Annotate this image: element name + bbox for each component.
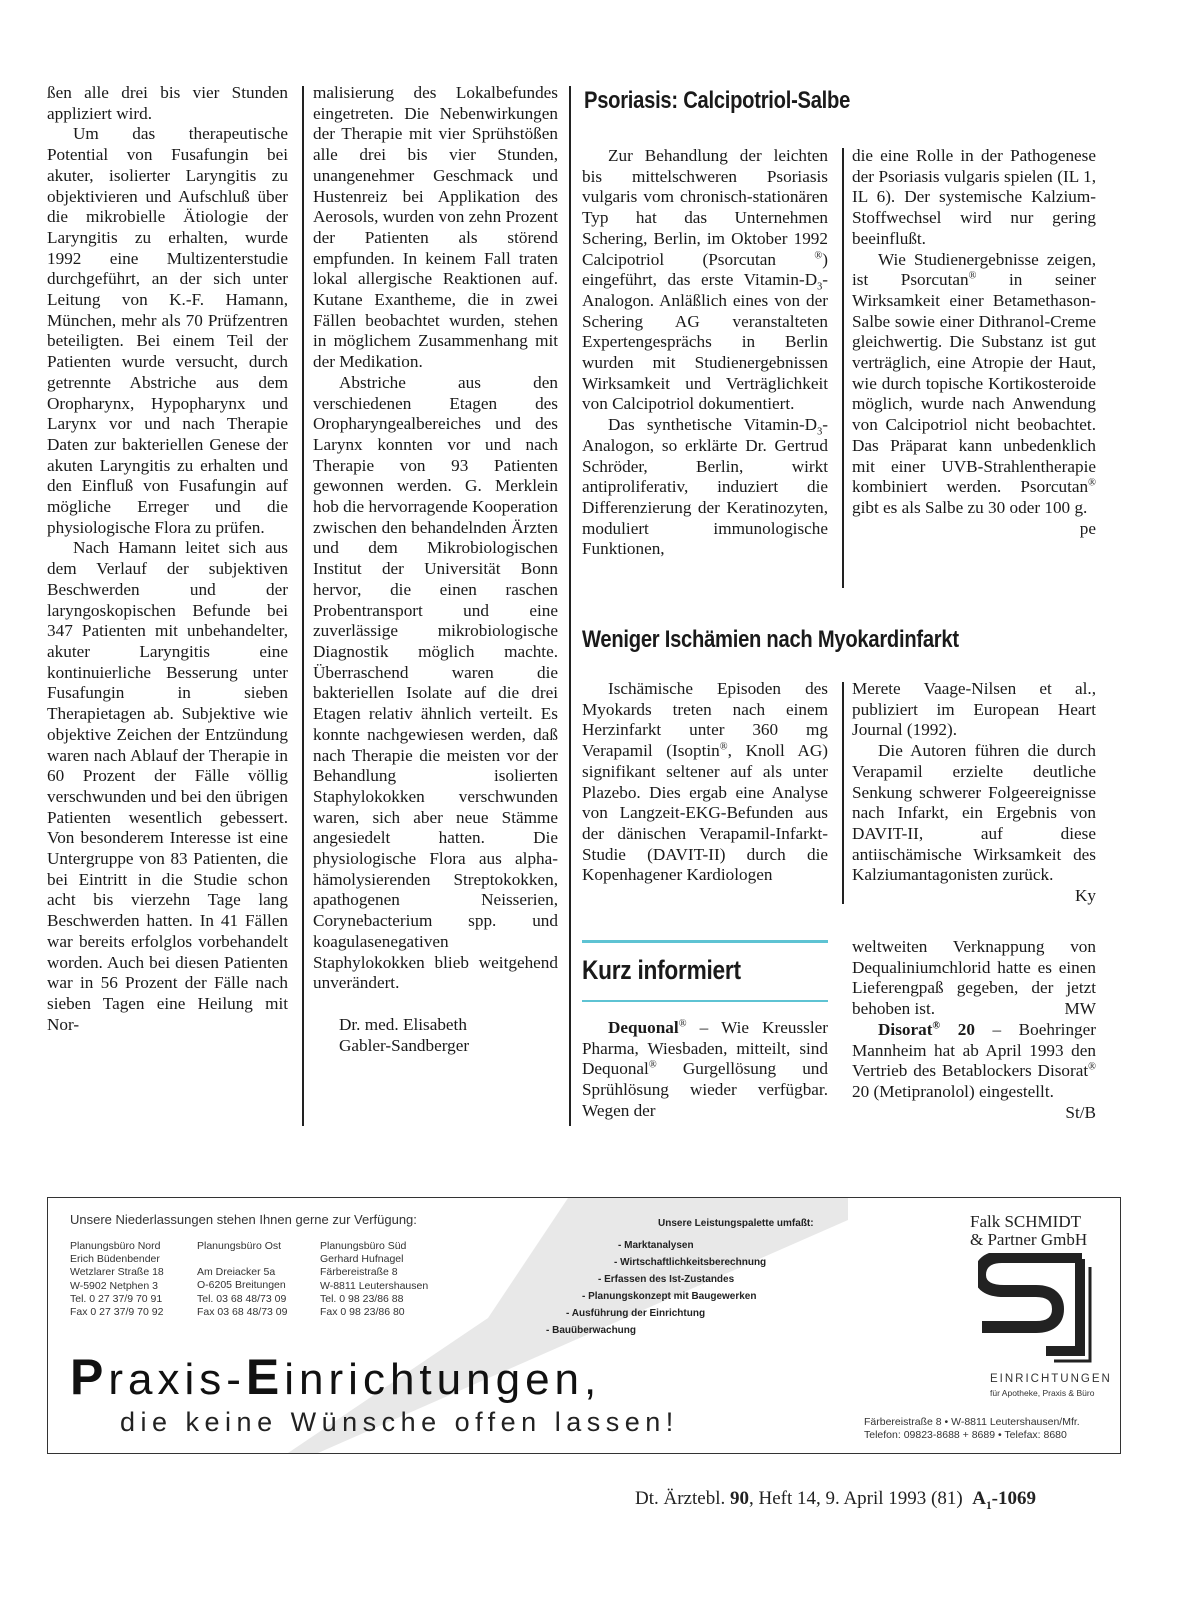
firm-name-line: Falk SCHMIDT (970, 1212, 1081, 1231)
headline-initial: E (245, 1349, 285, 1405)
text: Das synthetische Vitamin-D (608, 415, 818, 435)
services-heading: Unsere Leistungspalette umfaßt: (658, 1218, 814, 1229)
paragraph (582, 679, 828, 886)
service-item: - Erfassen des Ist-Zustandes (598, 1274, 735, 1285)
column-rule (569, 86, 571, 1126)
page-footer (635, 1488, 1036, 1510)
paragraph (852, 937, 1096, 1020)
paragraph (852, 1019, 1097, 1122)
office-line: Tel. 03 68 48/73 09 (197, 1292, 287, 1305)
office-ost (197, 1240, 288, 1319)
volume: 90 (729, 1488, 749, 1509)
article-headline: Psoriasis: Calcipotriol-Salbe (584, 87, 851, 114)
text: , Knoll AG) signifikant seltener auf als unter Plazebo. Dies ergab eine Analyse von Langzeit-EKG-Befunden aus der dänischen Verapamil-Infarkt-Studie (DAVIT-II) durch die Kopenhagener Kardiologen (582, 741, 828, 885)
office-line: Planungsbüro Ost (197, 1240, 282, 1252)
column-rule (842, 148, 844, 588)
issue-info: , Heft 14, 9. April 1993 (81) (748, 1488, 973, 1509)
myokard-left-column (582, 679, 828, 886)
paragraph: Nach Hamann leitet sich aus dem Verlauf der subjektiven Beschwerden und der laryngoskopischen Befunde bei 347 Patienten mit unbehandelter, akuter Laryngitis eine kontinuierliche Besserung unter Fusafungin in sieben Therapietagen ab. Subjektive wie objektive Zeichen der Entzündung waren nach Ablauf der Therapie in 60 Prozent der Fälle völlig verschwunden und bei den übrigen Patienten wesentlich gebessert. Von besonderem Interesse ist eine Untergruppe von 83 Patienten, die bei Eintritt in die Studie schon acht bis vierzehn Tage lang Beschwerden hatten. In 41 Fällen war bereits erfolglos vorbehandelt worden. Auch bei diesen Patienten war in 56 Prozent der Fälle nach sieben Tagen eine Heilung mit Nor- (47, 538, 288, 1034)
myokard-right-column (852, 679, 1096, 907)
text: Gurgellösung und Sprühlösung wieder verfügbar. Wegen der (582, 1059, 828, 1120)
text: ) eingeführt, das erste Vitamin-D (582, 249, 828, 290)
office-line: Färbereistraße 8 (320, 1266, 398, 1279)
text: Wie Studienergebnisse zeigen, ist Psorcutan (852, 249, 1096, 290)
service-item: - Ausführung der Einrichtung (566, 1308, 706, 1319)
page-sub: 1 (985, 1499, 992, 1512)
office-line: Fax 03 68 48/73 09 (197, 1305, 288, 1318)
kurz-right-column (852, 937, 1096, 1123)
section-underline (582, 1000, 828, 1002)
author-initials: pe (1079, 518, 1096, 538)
paragraph: Zur Behandlung der leichten bis mittelschweren Psoriasis vulgaris vom chronisch-stationären Typ hat das Unternehmen Schering, Berlin, im Oktober 1992 Calcipotriol (Psorcutan ®) eingeführt, das erste Vitamin-$D_3$-Analogon. Anläßlich eines von der Schering AG veranstalteten Expertengesprächs in Berlin wurden mit Studienergebnissen Wirksamkeit und Verträglichkeit von Calcipotriol dokumentiert. (582, 146, 828, 414)
firm-name (970, 1213, 1110, 1249)
product-number: 20 (940, 1019, 975, 1039)
column-rule (842, 682, 844, 904)
reg-mark: ® (719, 741, 728, 753)
text: 20 (Metipranolol) eingestellt. (852, 1081, 1054, 1101)
office-line: Planungsbüro Nord (70, 1240, 161, 1252)
paragraph: Das synthetische Vitamin-$D_3$-Analogon, so erklärte Dr. Gertrud Schröder, Berlin, wirkt antiproliferativ, induziert die Differenzierung der Keratinozyten, moduliert immunologische Funktionen, (582, 415, 828, 559)
office-line: W-5902 Netphen 3 (70, 1279, 158, 1292)
author-initials: St/B (1065, 1102, 1096, 1122)
reg-mark: ® (932, 1020, 941, 1032)
text: in seiner Wirksamkeit einer Betamethason-Salbe sowie einer Dithranol-Creme gleichwertig. Die Substanz ist gut verträglich, eine Atropie der Haut, wie durch topische Kortikosteroide möglich, wurde nach Anwendung von Calcipotriol nicht beobachtet. Das Präparat kann unbedenklich mit einer UVB-Strahlentherapie kombiniert werden. Psorcutan (852, 270, 1096, 497)
psoriasis-right-column (852, 146, 1096, 539)
text: weltweiten Verknappung von Dequaliniumchlorid hatte es einen Lieferengpaß gegeben, der jetzt behoben ist. (852, 937, 1096, 1019)
address-line: Telefon: 09823-8688 + 8689 • Telefax: 8680 (864, 1429, 1067, 1441)
column-2 (313, 83, 558, 1056)
headline-text: raxis- (108, 1355, 246, 1404)
ad-headline (70, 1348, 601, 1406)
firm-subtitle: EINRICHTUNGEN (990, 1373, 1112, 1385)
headline-text: inrichtungen, (284, 1355, 602, 1404)
text: Zur Behandlung der leichten bis mittelschweren Psoriasis vulgaris vom chronisch-stationären Typ hat das Unternehmen Schering, Berlin, im Oktober 1992 Calcipotriol (Psorcutan (582, 146, 828, 269)
office-line: Fax 0 98 23/86 80 (320, 1306, 405, 1319)
firm-logo-icon (978, 1253, 1108, 1365)
page-suffix: -1069 (991, 1488, 1036, 1509)
address-line: Färbereistraße 8 • W-8811 Leutershausen/Mfr. (864, 1416, 1080, 1428)
office-line: Planungsbüro Süd (320, 1240, 407, 1252)
product-name: Disorat (878, 1019, 933, 1039)
paragraph (852, 741, 1096, 906)
column-1 (47, 83, 288, 1035)
service-item: - Planungskonzept mit Baugewerken (582, 1291, 757, 1302)
ad-intro: Unsere Niederlassungen stehen Ihnen gerne zur Verfügung: (70, 1212, 417, 1227)
office-line: Wetzlarer Straße 18 (70, 1266, 164, 1279)
text: – Boehringer Mannheim hat ab April 1993 den Vertrieb des Betablockers Disorat (852, 1019, 1097, 1081)
paragraph (582, 1018, 828, 1122)
reg-mark: ® (1088, 1061, 1096, 1073)
author-name: Gabler-Sandberger (339, 1035, 470, 1055)
advertisement (47, 1197, 1121, 1454)
page-prefix: A (972, 1488, 986, 1509)
paragraph: malisierung des Lokalbefundes eingetreten. Die Nebenwirkungen der Therapie mit vier Sprühstößen alle drei bis vier Stunden, unangenehmer Geschmack und Hustenreiz bei Applikation des Aerosols, wurden von zehn Prozent der Patienten als störend empfunden. In keinem Fall traten lokal allergische Reaktionen auf. Kutane Exantheme, die in zwei Fällen beobachtet wurden, stehen in möglichem Zusammenhang mit der Medikation. (313, 83, 558, 372)
reg-mark: ® (968, 270, 977, 282)
office-nord (70, 1240, 164, 1319)
office-line (197, 1253, 288, 1266)
firm-name-line: & Partner GmbH (970, 1230, 1088, 1249)
psoriasis-left-column (582, 146, 828, 560)
office-sued (320, 1240, 428, 1319)
office-line: Fax 0 27 37/9 70 92 (70, 1306, 164, 1319)
office-line: Am Dreiacker 5a (197, 1266, 276, 1279)
kurz-left-column (582, 1018, 828, 1122)
paragraph: Merete Vaage-Nilsen et al., publiziert im European Heart Journal (1992). (852, 679, 1096, 740)
section-headline: Kurz informiert (582, 955, 741, 985)
paragraph: die eine Rolle in der Pathogenese der Psoriasis vulgaris spielen (IL 1, IL 6). Der systemische Kalzium-Stoffwechsel wird nur gering beeinflußt. (852, 146, 1096, 248)
office-line: O-6205 Breitungen (197, 1279, 286, 1292)
section-accent-bar (582, 940, 828, 943)
office-line: W-8811 Leutershausen (320, 1279, 429, 1292)
firm-address (864, 1416, 1080, 1442)
reg-mark: ® (678, 1018, 687, 1030)
journal-name: Dt. Ärztebl. (635, 1488, 730, 1509)
paragraph: Abstriche aus den verschiedenen Etagen des Oropharyngealbereiches und des Larynx konnten vor und nach Therapie von 93 Patienten gewonnen werden. G. Merklein hob die hervorragende Kooperation zwischen den behandelnden Ärzten und dem Mikrobiologischen Institut der Universität Bonn hervor, die einen raschen Probentransport und eine zuverlässige mikrobiologische Diagnostik möglich machte. Überraschend waren die bakteriellen Isolate auf die drei Etagen relativ ähnlich verteilt. Es konnte nachgewiesen werden, daß nach Therapie die meisten vor der Behandlung isolierten Staphylokokken verschwunden waren, sich aber neue Stämme angesiedelt hatten. Die physiologische Flora aus alpha-hämolysierenden Streptokokken, apathogenen Neisserien, Corynebacterium spp. und koagulasenegativen Staphylokokken blieb weitgehend unverändert. (313, 372, 558, 993)
service-item: - Bauüberwachung (546, 1325, 637, 1336)
page-number (972, 1488, 1036, 1512)
paragraph: ßen alle drei bis vier Stunden appliziert wird. (47, 83, 288, 123)
service-item: - Marktanalysen (618, 1240, 694, 1251)
paragraph: Um das therapeutische Potential von Fusafungin bei akuter, isolierter Laryngitis zu objektivieren und Aufschluß über die mikrobielle Ätiologie der Laryngitis zu erhalten, wurde 1992 eine Multizenterstudie durchgeführt, an der sich unter Leitung von K.-F. Hamann, München, mehr als 70 Prüfzentren beteiligten. Bei einem Teil der Patienten wurde versucht, durch getrennte Abstriche aus dem Oropharynx, Hypopharynx und Larynx vor und nach Therapie Daten zur bakteriellen Genese der akuten Laryngitis zu erhalten und den Einfluß von Fusafungin auf mögliche Erreger und die physiologische Flora zu prüfen. (47, 124, 288, 537)
office-line: Gerhard Hufnagel (320, 1253, 404, 1266)
reg-mark: ® (1088, 477, 1096, 489)
headline-initial: P (70, 1349, 109, 1405)
reg-mark: ® (814, 249, 823, 261)
office-line: Erich Büdenbender (70, 1253, 160, 1266)
author-initials: MW (1064, 999, 1096, 1019)
service-item: - Wirtschaftlichkeitsberechnung (614, 1257, 767, 1268)
reg-mark: ® (648, 1059, 657, 1071)
article-headline: Weniger Ischämien nach Myokardinfarkt (582, 626, 959, 653)
office-line: Tel. 0 98 23/86 88 (320, 1292, 404, 1305)
office-line: Tel. 0 27 37/9 70 91 (70, 1292, 163, 1305)
text: – Wie Kreussler Pharma, Wiesbaden, mitteilt, sind Dequonal (582, 1018, 828, 1079)
text: Ischämische Episoden des Myokards treten nach einem Herzinfarkt unter 360 mg Verapamil (Isoptin (582, 679, 828, 761)
text: -Analogon, so erklärte Dr. Gertrud Schröder, Berlin, wirkt antiproliferativ, induziert die Differenzierung der Keratinozyten, moduliert immunologische Funktionen, (582, 415, 828, 559)
product-name: Dequonal (608, 1018, 679, 1037)
text: -Analogon. Anläßlich eines von der Schering AG veranstalteten Expertengesprächs in Berlin wurden mit Studienergebnissen Wirksamkeit und Verträglichkeit von Calcipotriol dokumentiert. (582, 270, 828, 414)
paragraph (852, 249, 1096, 538)
text: gibt es als Salbe zu 30 oder 100 g. (852, 497, 1088, 517)
author-name: Dr. med. Elisabeth (339, 1014, 467, 1034)
firm-subtitle-small: für Apotheke, Praxis & Büro (990, 1388, 1095, 1398)
text: Die Autoren führen die durch Verapamil erzielte deutliche Senkung schwerer Folgeereignisse nach Infarkt, ein Ergebnis von DAVIT-II, auf diese antiischämische Wirksamkeit des Kalziumantagonisten zurück. (852, 741, 1096, 885)
author-initials: Ky (1074, 886, 1096, 906)
ad-subheadline: die keine Wünsche offen lassen! (120, 1407, 679, 1437)
column-rule (302, 86, 304, 1126)
